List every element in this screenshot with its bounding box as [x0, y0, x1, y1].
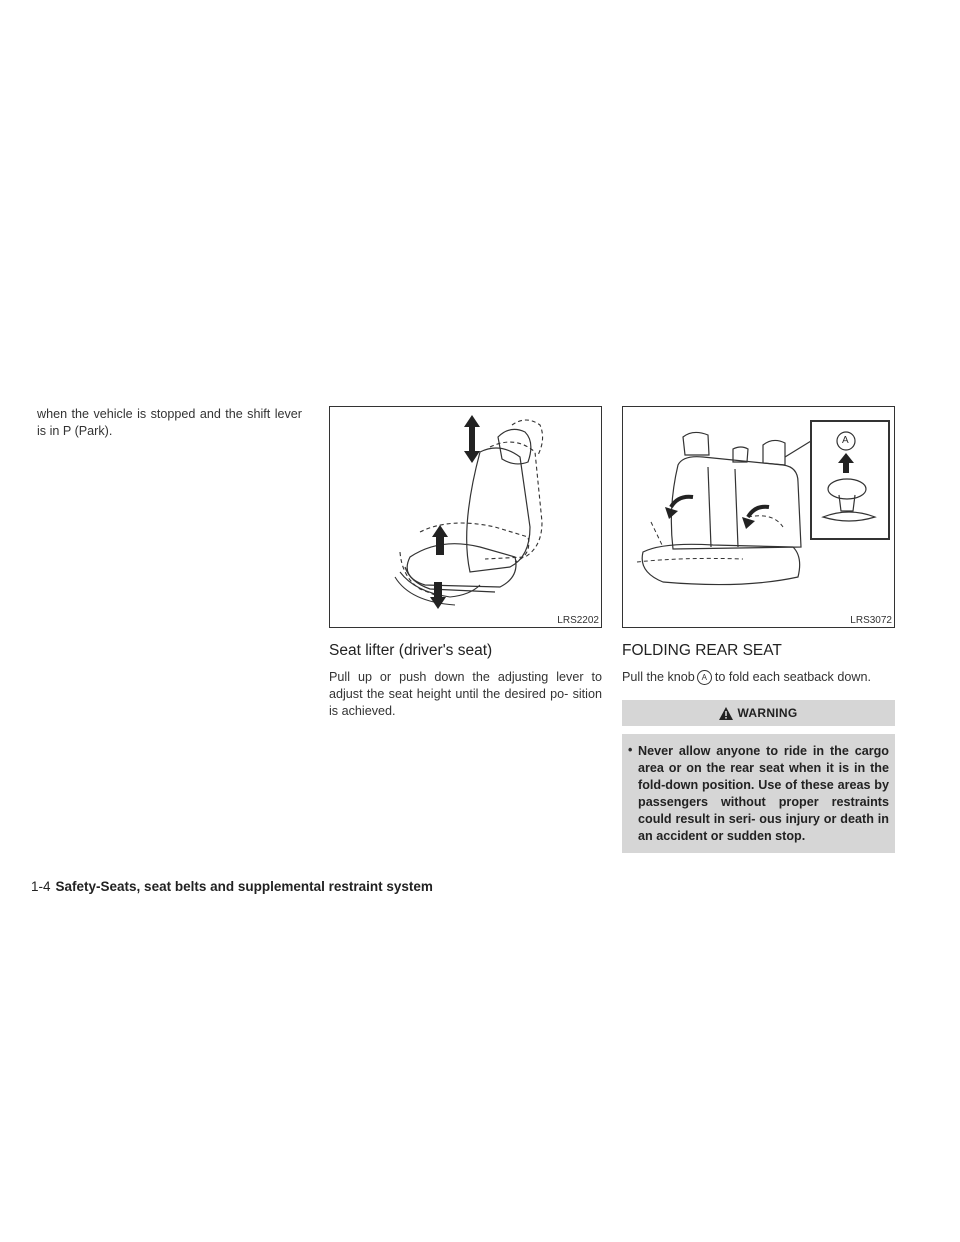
warning-box [622, 700, 895, 853]
seat-lifter-illustration [330, 407, 601, 627]
rear-seat-illustration [623, 407, 894, 627]
page-number: 1-4 [31, 879, 51, 894]
warning-separator [622, 726, 895, 734]
column-middle [329, 406, 602, 720]
chapter-title: Safety-Seats, seat belts and supplemental restraint system [55, 879, 433, 894]
figure-code: LRS2202 [557, 615, 599, 626]
section-heading: Seat lifter (driver's seat) [329, 642, 493, 659]
bullet: • [628, 743, 633, 757]
figure-callout-a: A [842, 435, 849, 446]
column-left [37, 406, 302, 440]
warning-header [622, 700, 895, 726]
section-paragraph: Pull the knob A to fold each seatback down. [622, 670, 871, 684]
knob-callout-a: A [697, 670, 712, 685]
seat-lifter-figure [329, 406, 602, 628]
warning-triangle-icon [719, 707, 733, 720]
warning-text: Never allow anyone to ride in the cargo area or on the rear seat when it is in the fold-down position. Use of these areas by passengers without proper restraints could result in seri- ous injury or death in an accident or sudden stop. [638, 744, 889, 843]
continued-paragraph: when the vehicle is stopped and the shift lever is in P (Park). [37, 407, 302, 438]
rear-seat-figure [622, 406, 895, 628]
section-paragraph: Pull up or push down the adjusting lever to adjust the seat height until the desired po- sition is achieved. [329, 670, 602, 718]
column-right [622, 406, 895, 853]
warning-title: WARNING [737, 706, 798, 720]
section-heading: FOLDING REAR SEAT [622, 642, 782, 659]
figure-code: LRS3072 [850, 615, 892, 626]
page-footer [31, 879, 433, 894]
warning-item [622, 734, 895, 853]
